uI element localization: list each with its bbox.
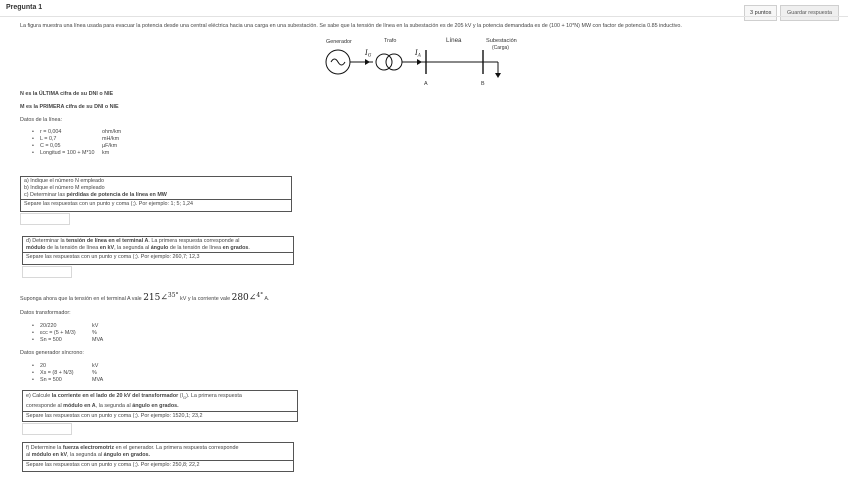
line-data-list <box>32 129 152 157</box>
question-d-hint: Separe las respuestas con un punto y coma (;). Por ejemplo: 260,7; 12,3 <box>23 252 293 262</box>
ig-arrow <box>365 59 370 65</box>
m-definition: M es la PRIMERA cifra de su DNI o NIE <box>20 104 119 110</box>
question-c: c) Determinar las pérdidas de potencia de la línea en MW <box>24 192 167 198</box>
save-answer-button[interactable]: Guardar respuesta <box>780 5 839 21</box>
list-item: • 20 kV <box>32 363 152 370</box>
question-e-box <box>22 390 298 422</box>
points-badge: 3 puntos <box>744 5 777 21</box>
list-item: • Xs = (8 + N/3) % <box>32 370 152 377</box>
question-e-line2: corresponde al módulo en A, la segunda al ángulo en grados. <box>26 403 179 410</box>
trafo-coil-2 <box>386 54 402 70</box>
question-a: a) Indique el número N empleado <box>24 178 105 184</box>
list-item: • r = 0,004 ohm/km <box>32 129 152 136</box>
label-trafo: Trafo <box>384 38 397 44</box>
list-item: • Longitud = 100 + M*10 km <box>32 150 152 157</box>
question-e-hint: Separe las respuestas con un punto y coma (;). Por ejemplo: 1520,1; 23,2 <box>23 411 297 421</box>
header-divider <box>0 16 848 17</box>
ia-arrow <box>417 59 422 65</box>
circuit-diagram <box>318 34 528 88</box>
load-arrow-head <box>495 73 501 78</box>
generator-sine <box>331 59 345 65</box>
list-item: • Sn = 500 MVA <box>32 377 152 384</box>
question-abc-hint: Separe las respuestas con un punto y coma (;). Por ejemplo: 1; 5; 1,24 <box>21 199 291 209</box>
label-ia: $I_A$ <box>415 49 422 59</box>
question-e-line1: e) Calcule la corriente en el lado de 20 kV del transformador $(I_G)$. La primera respuesta <box>26 393 242 401</box>
label-subestacion: Subestación <box>486 38 517 44</box>
suppose-statement: Suponga ahora que la tensión en el terminal A vale 215∠$^{35^\circ}$ kV y la corriente vale 280∠$^{4^\circ}$ A. <box>20 292 270 303</box>
list-item: • C = 0,05 µF/km <box>32 143 152 150</box>
problem-statement: La figura muestra una línea usada para evacuar la potencia desde una central eléctrica hacia una carga en una subestación. Se sabe que la tensión de línea en la subestación es de 205 kV y la potencia demandada es de (100 + 10*N) MW con factor de potencia 0.85 inductivo. <box>20 23 682 29</box>
question-d-line1: d) Determinar la tensión de línea en el terminal A. La primera respuesta corresponde al <box>26 238 240 244</box>
list-item: • 20/220 kV <box>32 323 152 330</box>
question-f-hint: Separe las respuestas con un punto y coma (;). Por ejemplo: 250,8; 22,2 <box>23 460 293 470</box>
list-item: • εcc = (5 + M/3) % <box>32 330 152 337</box>
label-ig: $I_G$ <box>365 49 372 59</box>
list-item: • L = 0,7 mH/km <box>32 136 152 143</box>
gen-data-title: Datos generador síncrono: <box>20 350 84 356</box>
label-node-a: A <box>424 81 428 87</box>
question-f-line2: al módulo en kV, la segunda al ángulo en grados. <box>26 452 151 458</box>
answer-d-input[interactable] <box>22 266 72 278</box>
question-f-line1: f) Determine la fuerza electromotriz en el generador. La primera respuesta corresponde <box>26 445 239 451</box>
trafo-coil-1 <box>376 54 392 70</box>
gen-data-list <box>32 363 152 384</box>
line-data-title: Datos de la línea: <box>20 117 62 123</box>
trafo-data-title: Datos transformador: <box>20 310 71 316</box>
label-generador: Generador <box>326 39 352 45</box>
label-linea: Línea <box>446 37 462 44</box>
list-item: • Sn = 500 MVA <box>32 337 152 344</box>
n-definition: N es la ÚLTIMA cifra de su DNI o NIE <box>20 91 114 97</box>
label-node-b: B <box>481 81 485 87</box>
answer-e-input[interactable] <box>22 423 72 435</box>
question-d-box <box>22 236 294 265</box>
question-d-line2: módulo de la tensión de línea en kV, la segunda al ángulo de la tensión de línea en grados. <box>26 245 250 251</box>
question-b: b) Indique el número M empleado <box>24 185 105 191</box>
trafo-data-list <box>32 323 152 344</box>
question-abc-box <box>20 176 292 212</box>
question-title: Pregunta 1 <box>6 4 43 11</box>
answer-abc-input[interactable] <box>20 213 70 225</box>
question-f-box <box>22 442 294 472</box>
label-carga: (Carga) <box>492 45 509 51</box>
